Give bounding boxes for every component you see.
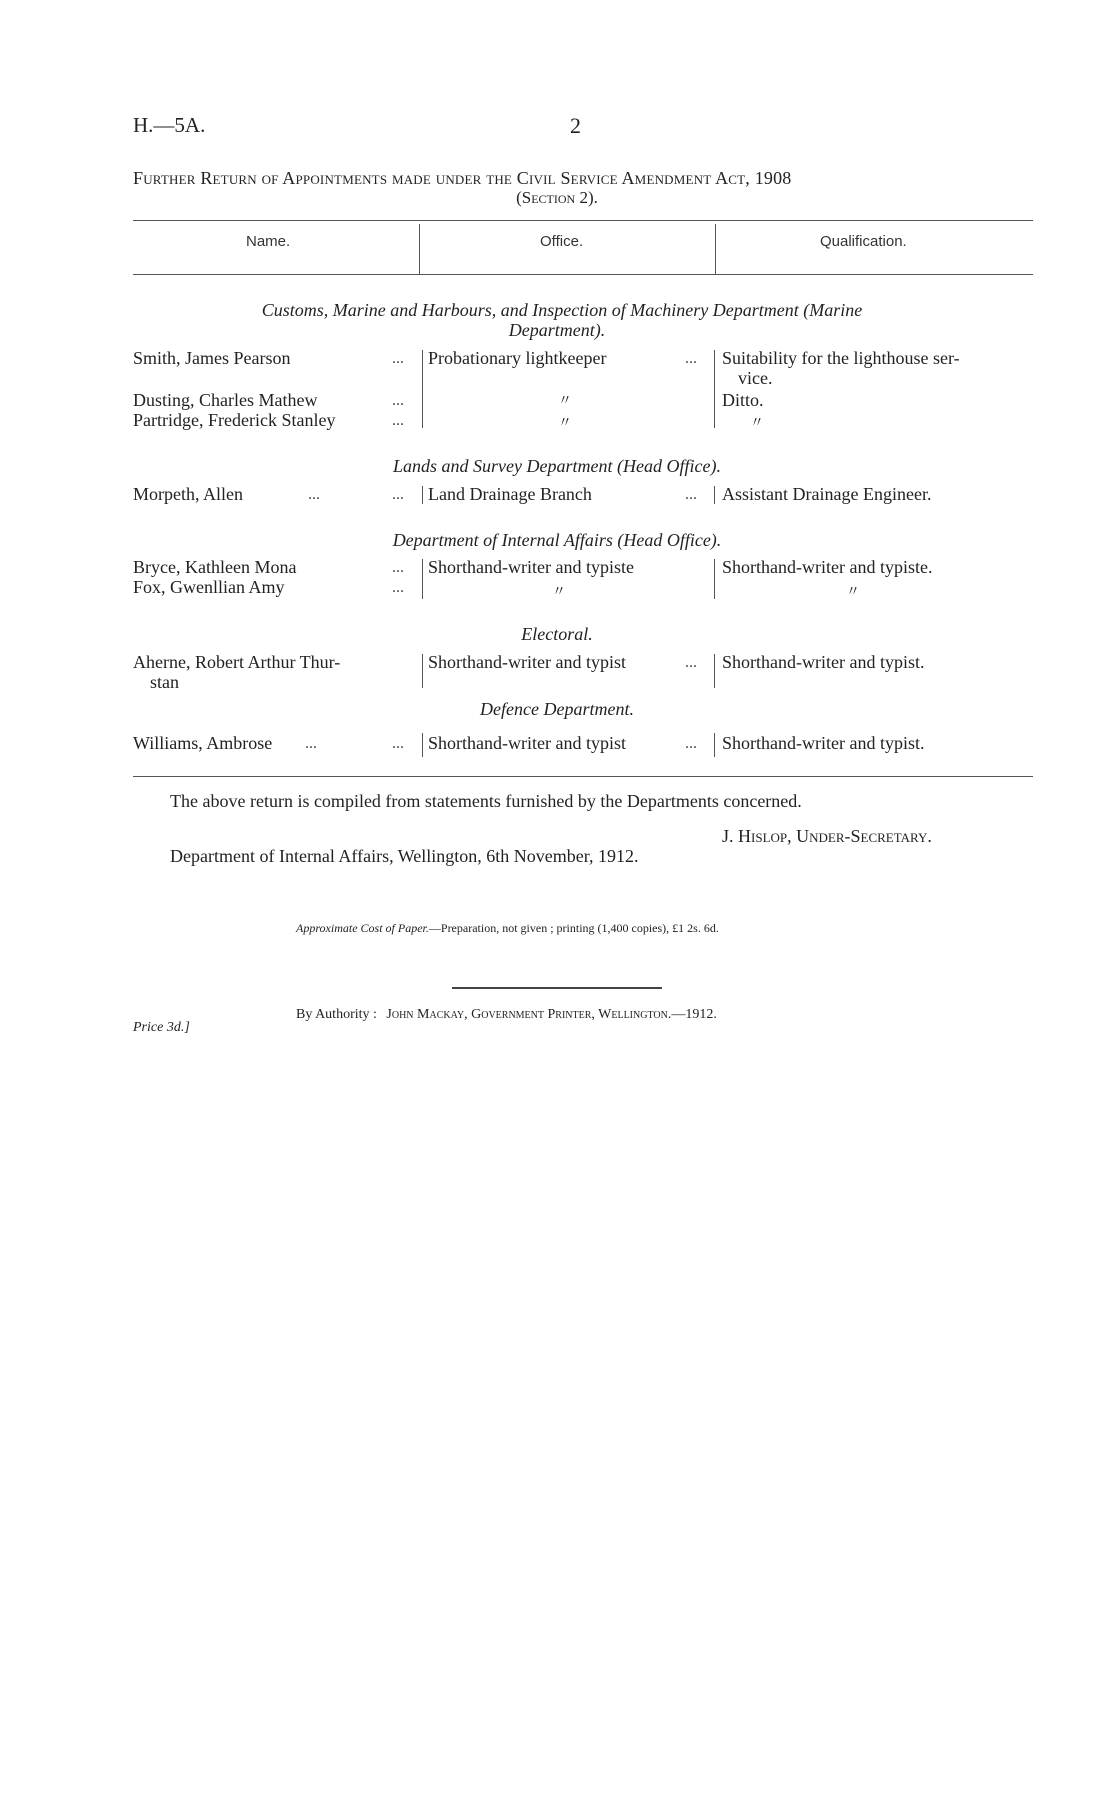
document-reference: H.—5A. xyxy=(133,113,206,137)
leader-dots: ... xyxy=(392,735,404,752)
ditto-mark: 〃 xyxy=(552,585,566,600)
cost-of-paper xyxy=(296,921,719,936)
price: Price 3d.] xyxy=(133,1020,190,1035)
section-heading-internal-affairs: Department of Internal Affairs (Head Office). xyxy=(392,530,722,550)
cost-of-paper-label: Approximate Cost of Paper. xyxy=(296,921,429,935)
section-heading-lands: Lands and Survey Department (Head Office). xyxy=(393,456,721,476)
column-divider-2 xyxy=(714,654,715,688)
leader-dots: ... xyxy=(685,350,697,367)
table-header-rule xyxy=(133,274,1033,275)
column-divider-1 xyxy=(422,486,423,504)
table-row-qualification: Suitability for the lighthouse ser- xyxy=(722,348,960,368)
section-heading-marine-cont: Department). xyxy=(508,320,606,340)
section-heading-marine: Customs, Marine and Harbours, and Inspection of Machinery Department (Marine xyxy=(261,300,863,320)
table-row: Partridge, Frederick Stanley xyxy=(133,410,336,430)
authority-label: By Authority : xyxy=(296,1007,377,1022)
leader-dots: ... xyxy=(685,486,697,503)
leader-dots: ... xyxy=(392,486,404,503)
column-divider-2 xyxy=(714,559,715,599)
table-row-qualification: Shorthand-writer and typist. xyxy=(722,652,925,672)
cost-of-paper-text: —Preparation, not given ; printing (1,400 copies), £1 2s. 6d. xyxy=(428,921,719,935)
table-row-cont: stan xyxy=(150,672,179,692)
document-title: Further Return of Appointments made under the Civil Service Amendment Act, 1908 xyxy=(133,168,792,188)
ditto-mark: 〃 xyxy=(558,394,572,409)
table-row: Morpeth, Allen xyxy=(133,484,243,504)
table-row-office: Probationary lightkeeper xyxy=(428,348,607,368)
table-row-office: Land Drainage Branch xyxy=(428,484,592,504)
imprint-rule xyxy=(452,987,662,989)
table-row-qualification-cont: vice. xyxy=(738,368,773,388)
ditto-mark: 〃 xyxy=(558,416,572,431)
ditto-mark: 〃 xyxy=(846,585,860,600)
table-top-rule xyxy=(133,220,1033,221)
section-heading-electoral: Electoral. xyxy=(521,624,593,644)
leader-dots: ... xyxy=(392,392,404,409)
printer: John Mackay, Government Printer, Wellington.—1912. xyxy=(386,1007,717,1022)
document-title-section: (Section 2). xyxy=(516,188,598,207)
table-row-qualification: Ditto. xyxy=(722,390,764,410)
return-note: The above return is compiled from statements furnished by the Departments concerned. xyxy=(170,791,802,811)
column-header-name: Name. xyxy=(246,233,291,250)
table-bottom-rule xyxy=(133,776,1033,777)
leader-dots: ... xyxy=(305,735,317,752)
column-header-office: Office. xyxy=(540,233,584,250)
table-row-qualification: Shorthand-writer and typiste. xyxy=(722,557,933,577)
table-row-qualification: Assistant Drainage Engineer. xyxy=(722,484,932,504)
column-header-qualification: Qualification. xyxy=(820,233,907,250)
table-row: Aherne, Robert Arthur Thur- xyxy=(133,652,341,672)
table-row: Smith, James Pearson xyxy=(133,348,291,368)
table-row: Williams, Ambrose xyxy=(133,733,273,753)
section-heading-defence: Defence Department. xyxy=(480,699,634,719)
signatory: J. Hislop, Under-Secretary. xyxy=(722,826,932,846)
leader-dots: ... xyxy=(392,412,404,429)
column-divider-2 xyxy=(714,486,715,504)
table-row-office: Shorthand-writer and typiste xyxy=(428,557,634,577)
table-row: Dusting, Charles Mathew xyxy=(133,390,318,410)
leader-dots: ... xyxy=(392,579,404,596)
table-row-office: Shorthand-writer and typist xyxy=(428,652,626,672)
column-divider-2 xyxy=(714,350,715,428)
leader-dots: ... xyxy=(308,486,320,503)
ditto-mark: 〃 xyxy=(750,416,764,431)
page-number: 2 xyxy=(570,113,581,138)
leader-dots: ... xyxy=(685,654,697,671)
imprint xyxy=(296,1007,717,1023)
leader-dots: ... xyxy=(392,350,404,367)
table-row: Bryce, Kathleen Mona xyxy=(133,557,297,577)
column-divider-1 xyxy=(422,350,423,428)
column-divider-1 xyxy=(422,733,423,757)
leader-dots: ... xyxy=(392,559,404,576)
column-divider-1 xyxy=(422,559,423,599)
table-row-office: Shorthand-writer and typist xyxy=(428,733,626,753)
column-divider-2 xyxy=(714,733,715,757)
leader-dots: ... xyxy=(685,735,697,752)
dateline: Department of Internal Affairs, Wellington, 6th November, 1912. xyxy=(170,846,639,866)
column-divider-2 xyxy=(715,224,716,274)
table-row-qualification: Shorthand-writer and typist. xyxy=(722,733,925,753)
column-divider-1 xyxy=(422,654,423,688)
column-divider-1 xyxy=(419,224,420,274)
table-row: Fox, Gwenllian Amy xyxy=(133,577,285,597)
